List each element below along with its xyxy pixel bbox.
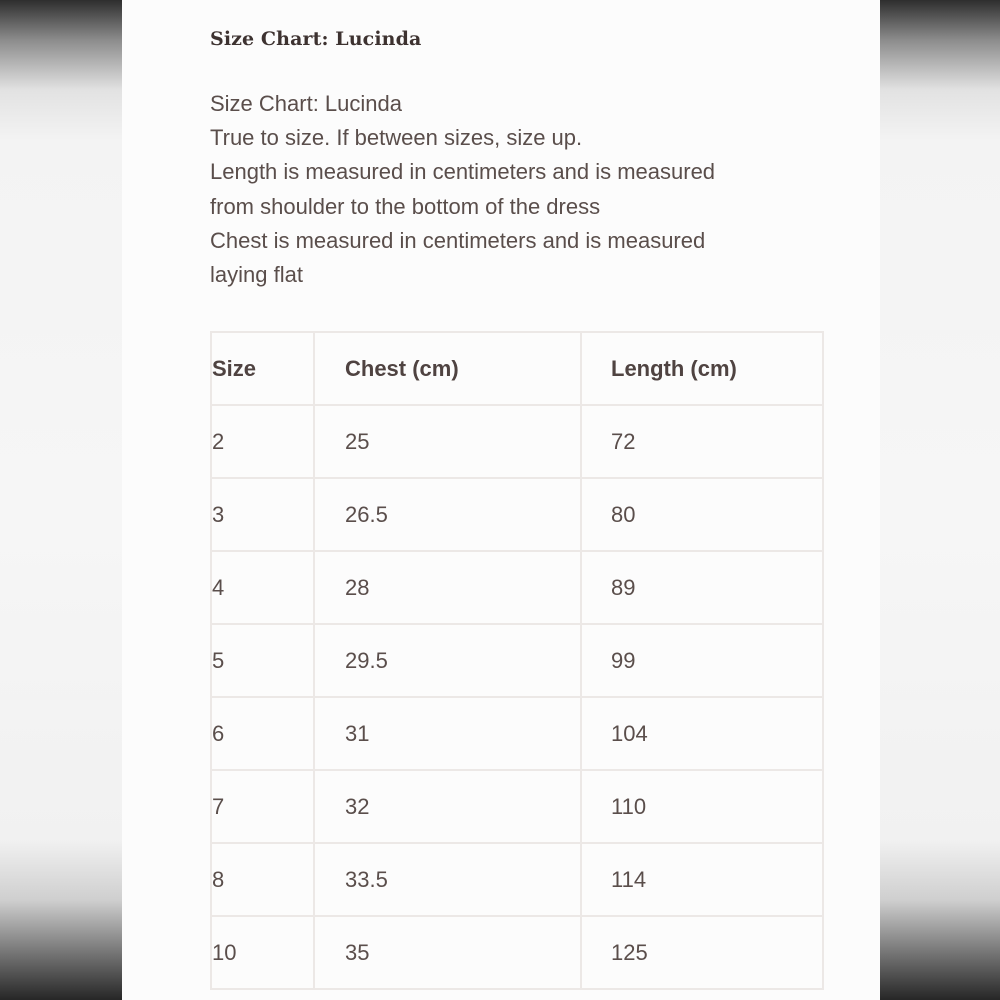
- size-cell: 5: [211, 624, 314, 697]
- chest-cell: 28: [314, 551, 581, 624]
- length-cell: 80: [581, 478, 823, 551]
- length-cell: 110: [581, 770, 823, 843]
- size-cell: 3: [211, 478, 314, 551]
- size-cell: 10: [211, 916, 314, 989]
- description-line: Size Chart: Lucinda: [210, 91, 402, 116]
- chest-cell: 25: [314, 405, 581, 478]
- column-header-size: Size: [211, 332, 314, 405]
- length-cell: 72: [581, 405, 823, 478]
- length-cell: 99: [581, 624, 823, 697]
- table-row: [211, 916, 823, 989]
- size-cell: 8: [211, 843, 314, 916]
- chest-cell: 33.5: [314, 843, 581, 916]
- table-header-row: [211, 332, 823, 405]
- length-cell: 104: [581, 697, 823, 770]
- right-backdrop: [880, 0, 1000, 1000]
- column-header-length: Length (cm): [581, 332, 823, 405]
- description-line: True to size. If between sizes, size up.: [210, 125, 583, 151]
- size-cell: 7: [211, 770, 314, 843]
- table-row: [211, 551, 823, 624]
- length-cell: 89: [581, 551, 823, 624]
- table-row: [211, 405, 823, 478]
- table-row: [211, 624, 823, 697]
- size-chart-panel: [122, 0, 880, 1000]
- description-line: laying flat: [210, 262, 303, 288]
- left-backdrop: [0, 0, 122, 1000]
- table-row: [211, 478, 823, 551]
- chest-cell: 26.5: [314, 478, 581, 551]
- length-cell: 125: [581, 916, 823, 989]
- table-row: [211, 843, 823, 916]
- page-title: Size Chart: Lucinda: [210, 28, 422, 50]
- chest-cell: 35: [314, 916, 581, 989]
- chest-cell: 29.5: [314, 624, 581, 697]
- table-row: [211, 770, 823, 843]
- size-cell: 2: [211, 405, 314, 478]
- chest-cell: 31: [314, 697, 581, 770]
- size-cell: 4: [211, 551, 314, 624]
- description-line: from shoulder to the bottom of the dress: [210, 193, 601, 219]
- column-header-chest: Chest (cm): [314, 332, 581, 405]
- size-chart-description: [210, 87, 770, 292]
- description-line: Chest is measured in centimeters and is measured: [210, 227, 706, 253]
- table-row: [211, 697, 823, 770]
- size-cell: 6: [211, 697, 314, 770]
- length-cell: 114: [581, 843, 823, 916]
- chest-cell: 32: [314, 770, 581, 843]
- description-line: Length is measured in centimeters and is measured: [210, 159, 716, 185]
- size-table: [210, 331, 824, 990]
